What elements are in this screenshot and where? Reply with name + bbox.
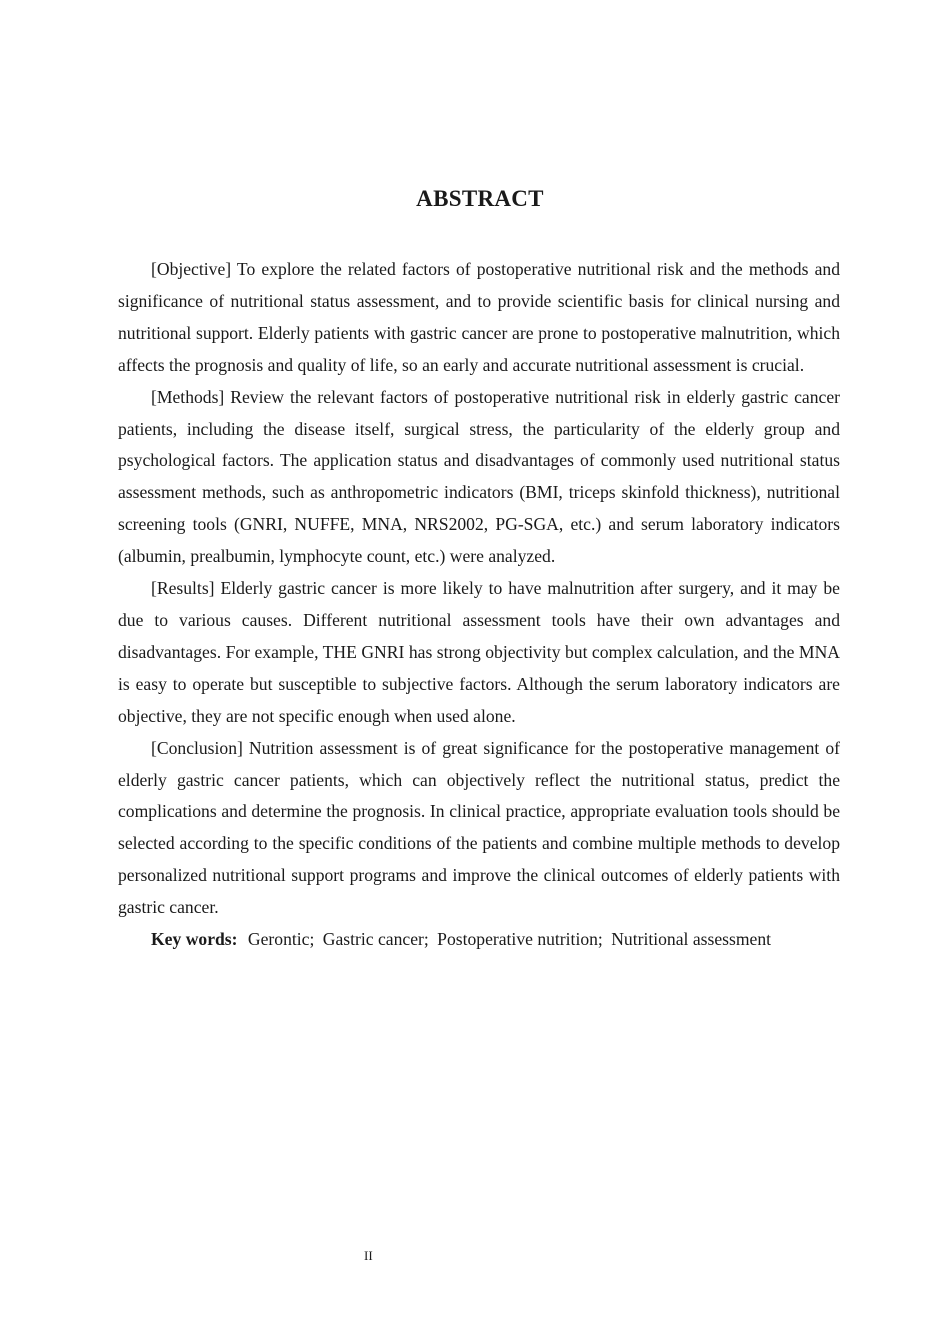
methods-paragraph: [Methods] Review the relevant factors of postoperative nutritional risk in elderly gastric cancer patients, including the disease itself, surgical stress, the particularity of the elderly group and psychological factors. The application status and disadvantages of commonly used nutritional status assessment methods, such as anthropometric indicators (BMI, triceps skinfold thickness), nutritional screening tools (GNRI, NUFFE, MNA, NRS2002, PG-SGA, etc.) and serum laboratory indicators (albumin, prealbumin, lymphocyte count, etc.) were analyzed. <box>118 386 840 567</box>
abstract-title: ABSTRACT <box>416 186 544 211</box>
results-paragraph: [Results] Elderly gastric cancer is more likely to have malnutrition after surgery, and it may be due to various causes. Different nutritional assessment tools have their own advantages and disadvantages. For example, THE GNRI has strong objectivity but complex calculation, and the MNA is easy to operate but susceptible to subjective factors. Although the serum laboratory indicators are objective, they are not specific enough when used alone. <box>118 578 840 726</box>
conclusion-paragraph: [Conclusion] Nutrition assessment is of great significance for the postoperative management of elderly gastric cancer patients, which can objectively reflect the nutritional status, predict the complications and determine the prognosis. In clinical practice, appropriate evaluation tools should be selected according to the specific conditions of the patients and combine multiple methods to develop personalized nutritional support programs and improve the clinical outcomes of elderly patients with gastric cancer. <box>118 737 840 918</box>
keywords-line <box>118 924 840 956</box>
keywords-label: Key words: <box>151 929 238 950</box>
keyword-item: Postoperative nutrition; <box>437 929 603 950</box>
page-number: II <box>364 1248 373 1263</box>
keyword-item: Nutritional assessment <box>611 929 772 950</box>
abstract-body <box>118 254 840 956</box>
keyword-item: Gastric cancer; <box>322 929 429 950</box>
keyword-item: Gerontic; <box>247 929 315 950</box>
objective-paragraph: [Objective] To explore the related factors of postoperative nutritional risk and the methods and significance of nutritional status assessment, and to provide scientific basis for clinical nursing and nutritional support. Elderly patients with gastric cancer are prone to postoperative malnutrition, which affects the prognosis and quality of life, so an early and accurate nutritional assessment is crucial. <box>118 259 840 375</box>
